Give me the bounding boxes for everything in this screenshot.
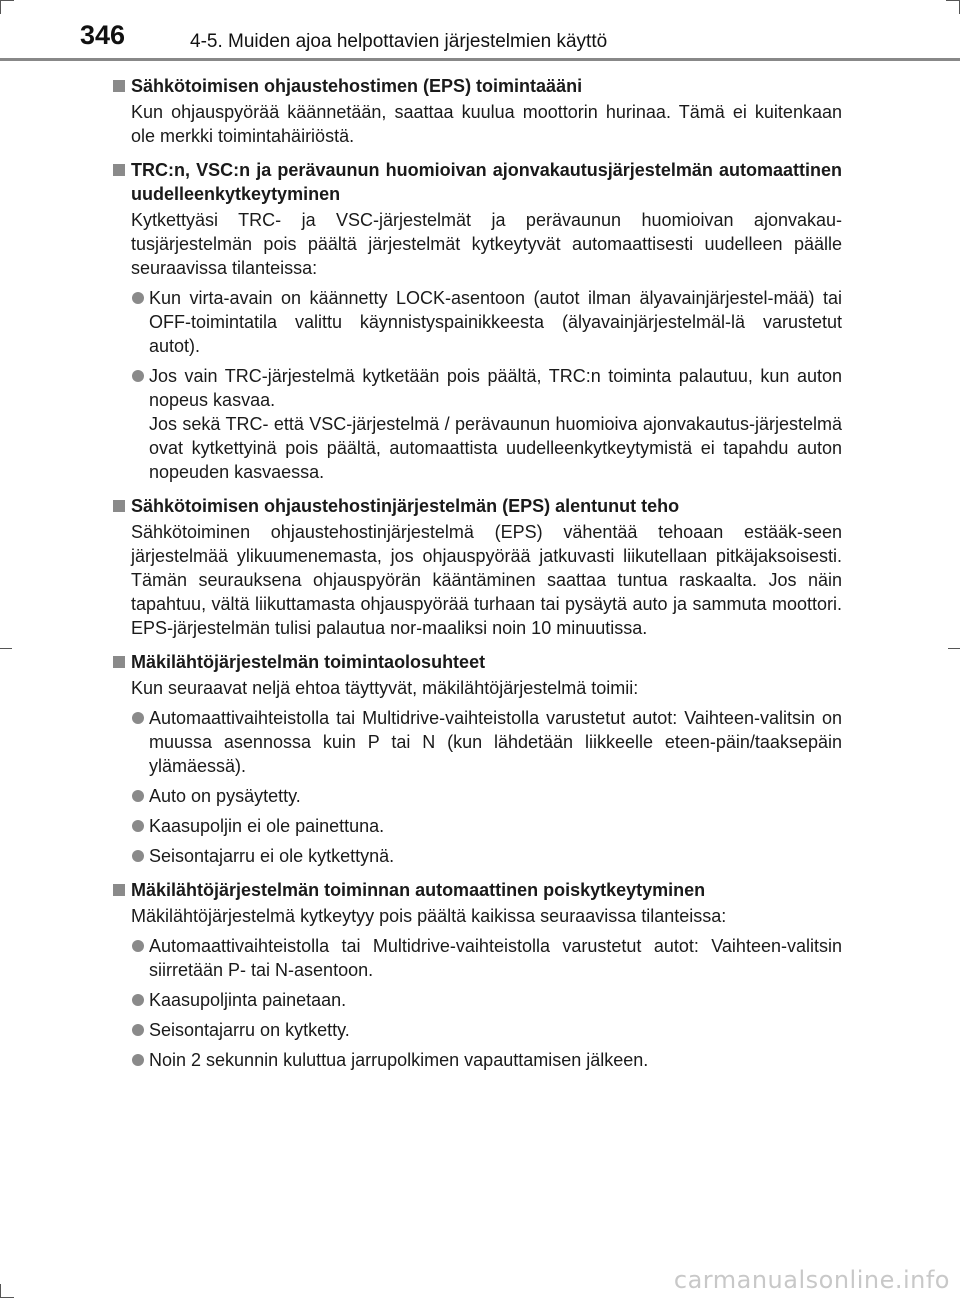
- square-bullet-icon: [113, 884, 125, 896]
- section-heading: [112, 494, 842, 518]
- square-bullet-icon: [113, 500, 125, 512]
- round-bullet-icon: [132, 820, 144, 832]
- list-item: [131, 286, 842, 358]
- page-header: [0, 0, 960, 62]
- watermark: carmanualsonline.info: [673, 1266, 950, 1294]
- crop-mark: [0, 0, 1, 14]
- list-item-text: Jos sekä TRC- että VSC-järjestelmä / perävaunun huomioiva ajonvakautus-järjestelmä ovat kytkettyinä pois päältä, automaattista uudelleenkytkeytymistä ei tapahdu auton nopeuden kasvaessa.: [149, 414, 842, 482]
- list-item: [131, 784, 842, 808]
- round-bullet-icon: [132, 292, 144, 304]
- round-bullet-icon: [132, 370, 144, 382]
- crop-mark: [948, 648, 960, 649]
- section-title: 4-5. Muiden ajoa helpottavien järjestelmien käyttö: [190, 31, 608, 52]
- list-item-text: Kun virta-avain on käännetty LOCK-asentoon (autot ilman älyavainjärjestel-mää) tai OFF-toimintatila valittu käynnistyspainikkeesta (älyavainjärjestelmäl-lä varustetut autot).: [149, 288, 842, 356]
- list-item: [131, 988, 842, 1012]
- round-bullet-icon: [132, 712, 144, 724]
- page-number: 346: [80, 20, 126, 50]
- round-bullet-icon: [132, 1024, 144, 1036]
- list-item: [131, 844, 842, 868]
- section-heading: [112, 158, 842, 206]
- square-bullet-icon: [113, 656, 125, 668]
- heading-text: Mäkilähtöjärjestelmän toimintaolosuhteet: [131, 652, 486, 672]
- section-heading: [112, 74, 842, 98]
- section-heading: [112, 878, 842, 902]
- square-bullet-icon: [113, 164, 125, 176]
- list-item-text: Auto on pysäytetty.: [149, 786, 301, 806]
- heading-text: TRC:n, VSC:n ja perävaunun huomioivan ajonvakautusjärjestelmän automaattinen uudelleenkytkeytyminen: [131, 160, 842, 204]
- paragraph: Kun seuraavat neljä ehtoa täyttyvät, mäkilähtöjärjestelmä toimii:: [131, 678, 639, 698]
- heading-text: Sähkötoimisen ohjaustehostimen (EPS) toimintaääni: [131, 76, 583, 96]
- paragraph: Kun ohjauspyörää käännetään, saattaa kuulua moottorin hurinaa. Tämä ei kuitenkaan ole merkki toimintahäiriöstä.: [131, 102, 842, 146]
- crop-mark: [0, 0, 14, 1]
- crop-mark: [0, 1284, 1, 1298]
- heading-text: Mäkilähtöjärjestelmän toiminnan automaattinen poiskytkeytyminen: [131, 880, 706, 900]
- round-bullet-icon: [132, 790, 144, 802]
- list-item-text: Seisontajarru on kytketty.: [149, 1020, 350, 1040]
- list-item: [131, 1018, 842, 1042]
- list-item: [131, 934, 842, 982]
- square-bullet-icon: [113, 80, 125, 92]
- list-item-text: Kaasupoljin ei ole painettuna.: [149, 816, 385, 836]
- list-item: [131, 706, 842, 778]
- round-bullet-icon: [132, 994, 144, 1006]
- list-item: [131, 814, 842, 838]
- round-bullet-icon: [132, 850, 144, 862]
- list-item-text: Kaasupoljinta painetaan.: [149, 990, 347, 1010]
- header-rule: [0, 58, 960, 61]
- round-bullet-icon: [132, 940, 144, 952]
- list-item-text: Noin 2 sekunnin kuluttua jarrupolkimen vapauttamisen jälkeen.: [149, 1050, 649, 1070]
- round-bullet-icon: [132, 1054, 144, 1066]
- list-item: [131, 364, 842, 484]
- page-content: [112, 74, 842, 1072]
- crop-mark: [946, 0, 960, 1]
- list-item-text: Automaattivaihteistolla tai Multidrive-vaihteistolla varustetut autot: Vaihteen-valitsin siirretään P- tai N-asentoon.: [149, 936, 842, 980]
- paragraph: Mäkilähtöjärjestelmä kytkeytyy pois päältä kaikissa seuraavissa tilanteissa:: [131, 906, 727, 926]
- paragraph: Sähkötoiminen ohjaustehostinjärjestelmä (EPS) vähentää tehoaan estääk-seen järjestelmää ylikuumenemasta, jos ohjauspyörää jatkuvasti liikutellaan pitkäjaksoisesti. Tämän seurauksena ohjauspyörän kääntäminen saattaa tuntua raskaalta. Jos näin tapahtuu, vältä liikuttamasta ohjauspyörää turhaan tai pysäytä auto ja sammuta moottori. EPS-järjestelmän tulisi palautua nor-maaliksi noin 10 minuutissa.: [131, 522, 842, 638]
- list-item-text: Jos vain TRC-järjestelmä kytketään pois päältä, TRC:n toiminta palautuu, kun auton nopeus kasvaa.: [149, 366, 842, 410]
- paragraph: Kytkettyäsi TRC- ja VSC-järjestelmät ja perävaunun huomioivan ajonvakau-tusjärjestelmän pois päältä järjestelmät kytkeytyvät automaattisesti uudelleen päälle seuraavissa tilanteissa:: [131, 210, 842, 278]
- list-item-text: Seisontajarru ei ole kytkettynä.: [149, 846, 395, 866]
- section-heading: [112, 650, 842, 674]
- crop-mark: [0, 648, 12, 649]
- heading-text: Sähkötoimisen ohjaustehostinjärjestelmän (EPS) alentunut teho: [131, 496, 680, 516]
- list-item-text: Automaattivaihteistolla tai Multidrive-vaihteistolla varustetut autot: Vaihteen-valitsin on muussa asennossa kuin P tai N (kun lähdetään liikkeelle eteen-päin/taaksepäin ylämäessä).: [149, 708, 842, 776]
- list-item: [131, 1048, 842, 1072]
